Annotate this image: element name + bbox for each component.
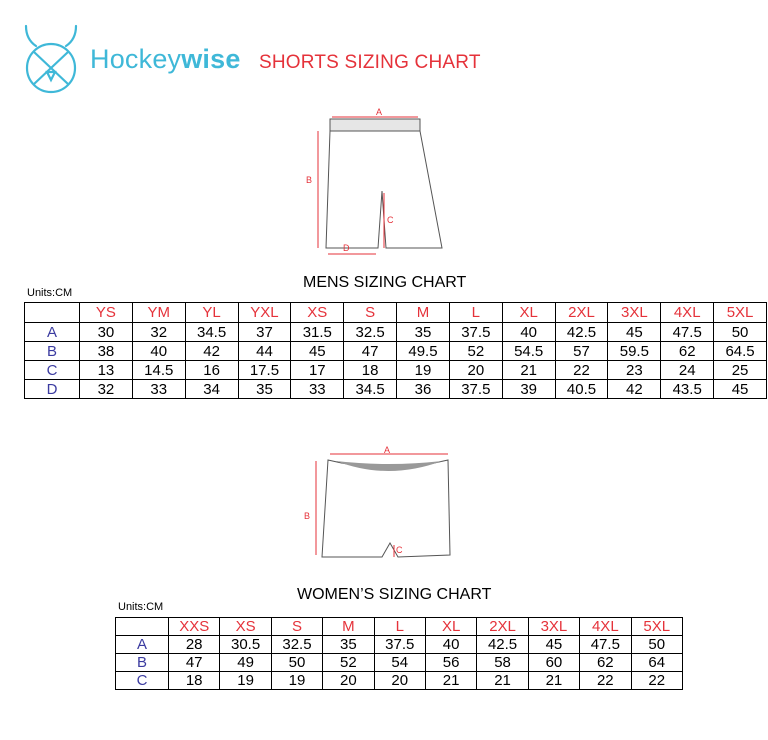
- mens-value-cell: 35: [238, 380, 291, 399]
- womens-measure-b-label: B: [304, 511, 311, 521]
- womens-shorts-outline: [322, 460, 450, 557]
- mens-value-cell: 32: [80, 380, 133, 399]
- womens-value-cell: 20: [323, 672, 374, 690]
- mens-value-cell: 50: [714, 323, 767, 342]
- womens-row-b: [116, 654, 683, 672]
- womens-value-cell: 47: [169, 654, 220, 672]
- womens-value-cell: 32.5: [271, 636, 322, 654]
- womens-value-cell: 21: [477, 672, 528, 690]
- womens-measure-a-label: A: [384, 445, 391, 455]
- mens-header-row: [25, 303, 767, 323]
- womens-row-a: [116, 636, 683, 654]
- mens-value-cell: 47.5: [661, 323, 714, 342]
- mens-value-cell: 62: [661, 342, 714, 361]
- mens-size-header: L: [449, 303, 502, 323]
- mens-value-cell: 18: [344, 361, 397, 380]
- womens-row-label: B: [116, 654, 169, 672]
- mens-value-cell: 64.5: [714, 342, 767, 361]
- mens-value-cell: 32.5: [344, 323, 397, 342]
- womens-value-cell: 49: [220, 654, 271, 672]
- brand-name-bold: wise: [181, 44, 241, 74]
- womens-shorts-diagram: [298, 445, 458, 565]
- mens-value-cell: 37: [238, 323, 291, 342]
- mens-value-cell: 45: [291, 342, 344, 361]
- mens-size-header: YS: [80, 303, 133, 323]
- brand-name: [90, 44, 241, 75]
- womens-size-header: L: [374, 618, 425, 636]
- mens-value-cell: 31.5: [291, 323, 344, 342]
- womens-corner-cell: [116, 618, 169, 636]
- womens-size-header: 3XL: [528, 618, 579, 636]
- mens-value-cell: 42.5: [555, 323, 608, 342]
- hockeywise-owl-logo-icon: [20, 22, 82, 98]
- womens-size-header: XL: [425, 618, 476, 636]
- mens-value-cell: 37.5: [449, 380, 502, 399]
- mens-value-cell: 39: [502, 380, 555, 399]
- mens-size-header: YL: [185, 303, 238, 323]
- mens-row-label: C: [25, 361, 80, 380]
- mens-measure-b-label: B: [306, 175, 313, 185]
- womens-value-cell: 56: [425, 654, 476, 672]
- mens-value-cell: 33: [291, 380, 344, 399]
- mens-value-cell: 42: [185, 342, 238, 361]
- mens-value-cell: 45: [608, 323, 661, 342]
- womens-value-cell: 60: [528, 654, 579, 672]
- womens-size-header: XS: [220, 618, 271, 636]
- mens-row-label: A: [25, 323, 80, 342]
- mens-value-cell: 36: [397, 380, 450, 399]
- womens-value-cell: 22: [631, 672, 682, 690]
- mens-size-header: 2XL: [555, 303, 608, 323]
- mens-value-cell: 34: [185, 380, 238, 399]
- mens-units-label: Units:CM: [27, 287, 73, 299]
- mens-row-c: [25, 361, 767, 380]
- womens-header-row: [116, 618, 683, 636]
- womens-value-cell: 45: [528, 636, 579, 654]
- mens-size-header: S: [344, 303, 397, 323]
- mens-value-cell: 13: [80, 361, 133, 380]
- mens-value-cell: 40.5: [555, 380, 608, 399]
- womens-measure-c-label: C: [396, 545, 403, 555]
- mens-row-b: [25, 342, 767, 361]
- mens-value-cell: 43.5: [661, 380, 714, 399]
- mens-value-cell: 47: [344, 342, 397, 361]
- mens-corner-cell: [25, 303, 80, 323]
- mens-size-header: M: [397, 303, 450, 323]
- mens-value-cell: 19: [397, 361, 450, 380]
- womens-size-header: 4XL: [580, 618, 631, 636]
- mens-value-cell: 57: [555, 342, 608, 361]
- mens-value-cell: 45: [714, 380, 767, 399]
- mens-measure-d-label: D: [343, 243, 350, 253]
- mens-value-cell: 40: [132, 342, 185, 361]
- mens-measure-a-label: A: [376, 107, 383, 117]
- womens-value-cell: 62: [580, 654, 631, 672]
- mens-value-cell: 37.5: [449, 323, 502, 342]
- womens-value-cell: 58: [477, 654, 528, 672]
- brand-name-light: Hockey: [90, 44, 182, 74]
- womens-value-cell: 42.5: [477, 636, 528, 654]
- mens-value-cell: 40: [502, 323, 555, 342]
- womens-value-cell: 54: [374, 654, 425, 672]
- mens-value-cell: 14.5: [132, 361, 185, 380]
- mens-value-cell: 16: [185, 361, 238, 380]
- mens-value-cell: 32: [132, 323, 185, 342]
- mens-row-d: [25, 380, 767, 399]
- mens-row-label: B: [25, 342, 80, 361]
- womens-value-cell: 28: [169, 636, 220, 654]
- womens-value-cell: 19: [220, 672, 271, 690]
- mens-value-cell: 25: [714, 361, 767, 380]
- womens-value-cell: 50: [631, 636, 682, 654]
- womens-size-header: M: [323, 618, 374, 636]
- womens-size-header: 5XL: [631, 618, 682, 636]
- womens-sizing-table: [115, 617, 683, 690]
- womens-units-label: Units:CM: [118, 601, 164, 613]
- womens-value-cell: 18: [169, 672, 220, 690]
- womens-value-cell: 40: [425, 636, 476, 654]
- womens-value-cell: 30.5: [220, 636, 271, 654]
- mens-value-cell: 44: [238, 342, 291, 361]
- womens-value-cell: 37.5: [374, 636, 425, 654]
- womens-size-header: XXS: [169, 618, 220, 636]
- mens-value-cell: 52: [449, 342, 502, 361]
- mens-size-header: YXL: [238, 303, 291, 323]
- mens-value-cell: 24: [661, 361, 714, 380]
- mens-chart-title: MENS SIZING CHART: [303, 274, 467, 291]
- mens-size-header: 4XL: [661, 303, 714, 323]
- mens-value-cell: 59.5: [608, 342, 661, 361]
- womens-value-cell: 64: [631, 654, 682, 672]
- mens-value-cell: 42: [608, 380, 661, 399]
- mens-value-cell: 30: [80, 323, 133, 342]
- womens-value-cell: 20: [374, 672, 425, 690]
- mens-sizing-table: [24, 302, 767, 399]
- womens-size-header: S: [271, 618, 322, 636]
- womens-size-header: 2XL: [477, 618, 528, 636]
- mens-size-header: XS: [291, 303, 344, 323]
- womens-row-c: [116, 672, 683, 690]
- mens-measure-c-label: C: [387, 215, 394, 225]
- mens-row-a: [25, 323, 767, 342]
- mens-size-header: YM: [132, 303, 185, 323]
- womens-value-cell: 21: [425, 672, 476, 690]
- mens-value-cell: 34.5: [344, 380, 397, 399]
- mens-row-label: D: [25, 380, 80, 399]
- womens-value-cell: 50: [271, 654, 322, 672]
- mens-size-header: 5XL: [714, 303, 767, 323]
- mens-value-cell: 17: [291, 361, 344, 380]
- mens-value-cell: 34.5: [185, 323, 238, 342]
- mens-value-cell: 49.5: [397, 342, 450, 361]
- womens-value-cell: 35: [323, 636, 374, 654]
- mens-value-cell: 20: [449, 361, 502, 380]
- womens-value-cell: 19: [271, 672, 322, 690]
- mens-value-cell: 38: [80, 342, 133, 361]
- mens-value-cell: 54.5: [502, 342, 555, 361]
- mens-size-header: XL: [502, 303, 555, 323]
- mens-value-cell: 35: [397, 323, 450, 342]
- mens-value-cell: 21: [502, 361, 555, 380]
- womens-value-cell: 47.5: [580, 636, 631, 654]
- womens-row-label: A: [116, 636, 169, 654]
- womens-row-label: C: [116, 672, 169, 690]
- mens-size-header: 3XL: [608, 303, 661, 323]
- womens-chart-title: WOMEN’S SIZING CHART: [297, 586, 492, 603]
- mens-value-cell: 22: [555, 361, 608, 380]
- mens-value-cell: 23: [608, 361, 661, 380]
- mens-value-cell: 17.5: [238, 361, 291, 380]
- womens-value-cell: 52: [323, 654, 374, 672]
- mens-value-cell: 33: [132, 380, 185, 399]
- page-title: SHORTS SIZING CHART: [259, 52, 481, 73]
- mens-shorts-diagram: [300, 105, 450, 263]
- womens-value-cell: 21: [528, 672, 579, 690]
- womens-value-cell: 22: [580, 672, 631, 690]
